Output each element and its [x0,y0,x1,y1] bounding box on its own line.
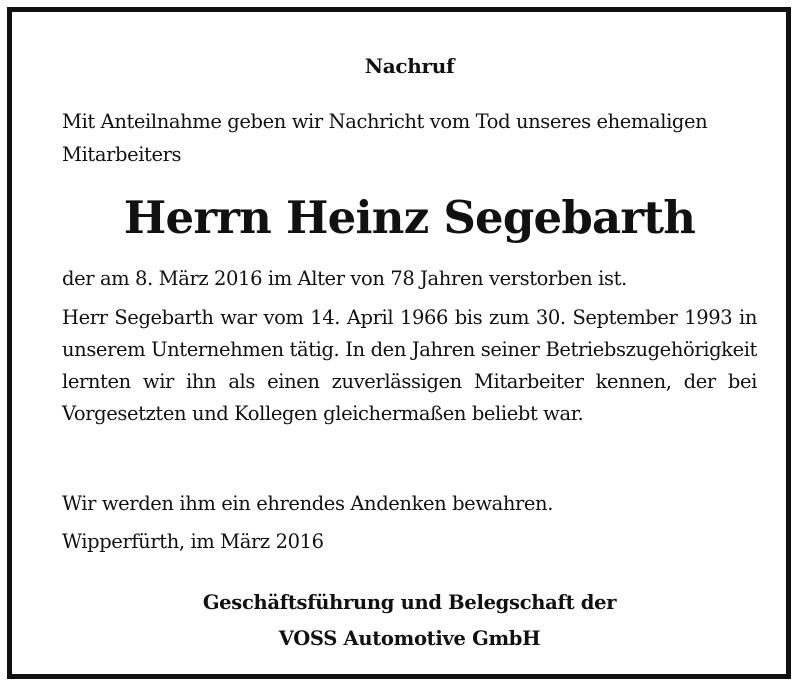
signature-company: VOSS Automotive GmbH [278,627,541,650]
signature-line-1: Geschäftsführung und Belegschaft der [202,591,617,614]
place-date-text: Wipperfürth, im März 2016 [62,530,324,553]
death-date-text: der am 8. März 2016 im Alter von 78 Jahren verstorben ist. [62,267,627,290]
career-paragraph: Herr Segebarth war vom 14. April 1966 bis zum 30. September 1993 in unserem Unternehmen tätig. In den Jahren seiner Betriebszugehörigkeit lernten wir ihn als einen zuverlässigen Mitarbeiter kennen, der bei Vorgesetzten und Kollegen gleichermaßen beliebt war. [62,306,757,425]
deceased-name: Herrn Heinz Segebarth [123,191,696,244]
remembrance-text: Wir werden ihm ein ehrendes Andenken bewahren. [62,492,554,515]
notice-border [7,7,791,679]
intro-text: Mit Anteilnahme geben wir Nachricht vom Tod unseres ehemaligen Mitarbeiters [62,110,708,166]
notice-heading: Nachruf [364,54,455,78]
